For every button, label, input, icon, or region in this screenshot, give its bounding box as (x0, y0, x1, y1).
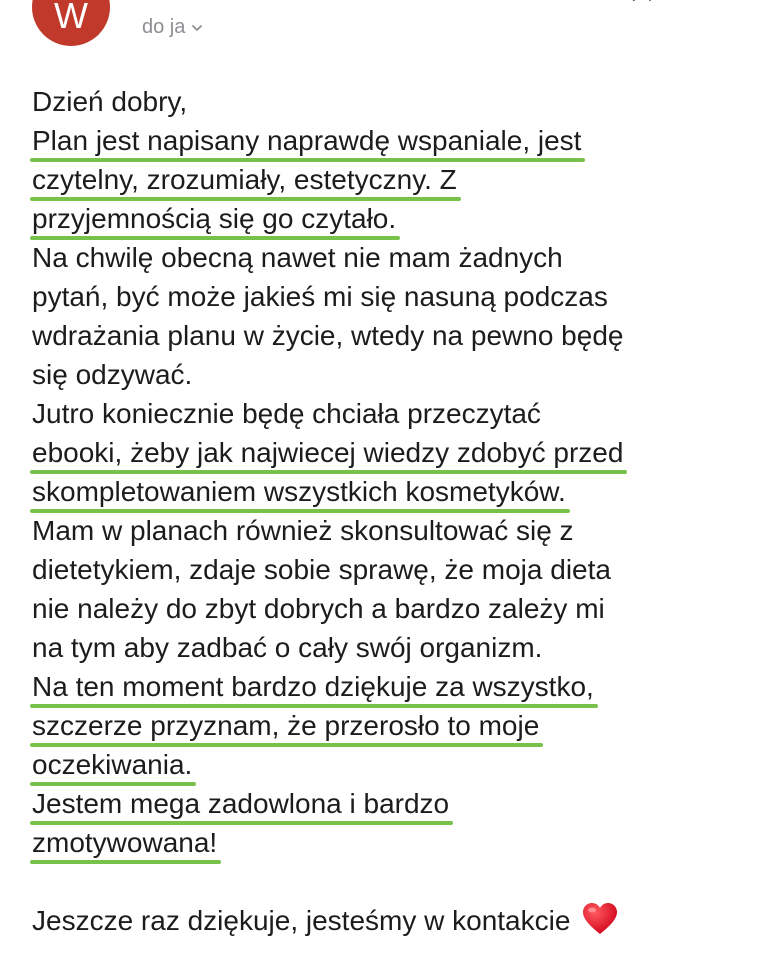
sender-avatar[interactable] (32, 0, 110, 46)
message-line: na tym aby zadbać o cały swój organizm. (32, 632, 543, 663)
message-line: wdrażania planu w życie, wtedy na pewno będę (32, 320, 624, 351)
message-header (0, 0, 768, 60)
highlighted-text: Na ten moment bardzo dziękuje za wszystko, (32, 667, 594, 706)
recipient-label: do ja (142, 16, 186, 38)
message-line (32, 667, 732, 706)
message-line (32, 823, 732, 862)
message-line: Jeszcze raz dziękuje, jesteśmy w kontakcie (32, 901, 732, 940)
message-line: Mam w planach również skonsultować się z (32, 515, 574, 546)
chevron-down-icon (191, 22, 203, 34)
message-line (32, 706, 732, 745)
message-line: nie należy do zbyt dobrych a bardzo zależy mi (32, 593, 605, 624)
reply-icon[interactable] (622, 0, 658, 8)
heart-icon (582, 902, 618, 936)
message-line (32, 199, 732, 238)
message-line (32, 472, 732, 511)
blank-line (32, 862, 732, 901)
highlighted-text: zmotywowana! (32, 823, 217, 862)
message-line (32, 433, 732, 472)
highlighted-text: Jestem mega zadowlona i bardzo (32, 784, 449, 823)
highlighted-text: przyjemnością się go czytało. (32, 199, 396, 238)
message-line: się odzywać. (32, 359, 193, 390)
message-line (32, 160, 732, 199)
message-line (32, 745, 732, 784)
message-line: dietetykiem, zdaje sobie sprawę, że moja dieta (32, 554, 611, 585)
message-line: Dzień dobry, (32, 86, 188, 117)
highlighted-text: czytelny, zrozumiały, estetyczny. Z (32, 160, 457, 199)
message-line: Jutro koniecznie będę chciała przeczytać (32, 398, 541, 429)
message-line: pytań, być może jakieś mi się nasuną podczas (32, 281, 608, 312)
message-line (32, 121, 732, 160)
message-line: Na chwilę obecną nawet nie mam żadnych (32, 242, 563, 273)
message-body (32, 82, 732, 940)
highlighted-text: szczerze przyznam, że przerosło to moje (32, 706, 539, 745)
highlighted-text: ebooki, żeby jak najwiecej wiedzy zdobyć przed (32, 433, 623, 472)
message-line (32, 784, 732, 823)
avatar-letter: W (54, 0, 88, 36)
highlighted-text: Plan jest napisany naprawdę wspaniale, jest (32, 121, 581, 160)
highlighted-text: oczekiwania. (32, 745, 192, 784)
recipient-dropdown[interactable] (142, 16, 203, 39)
highlighted-text: skompletowaniem wszystkich kosmetyków. (32, 472, 566, 511)
